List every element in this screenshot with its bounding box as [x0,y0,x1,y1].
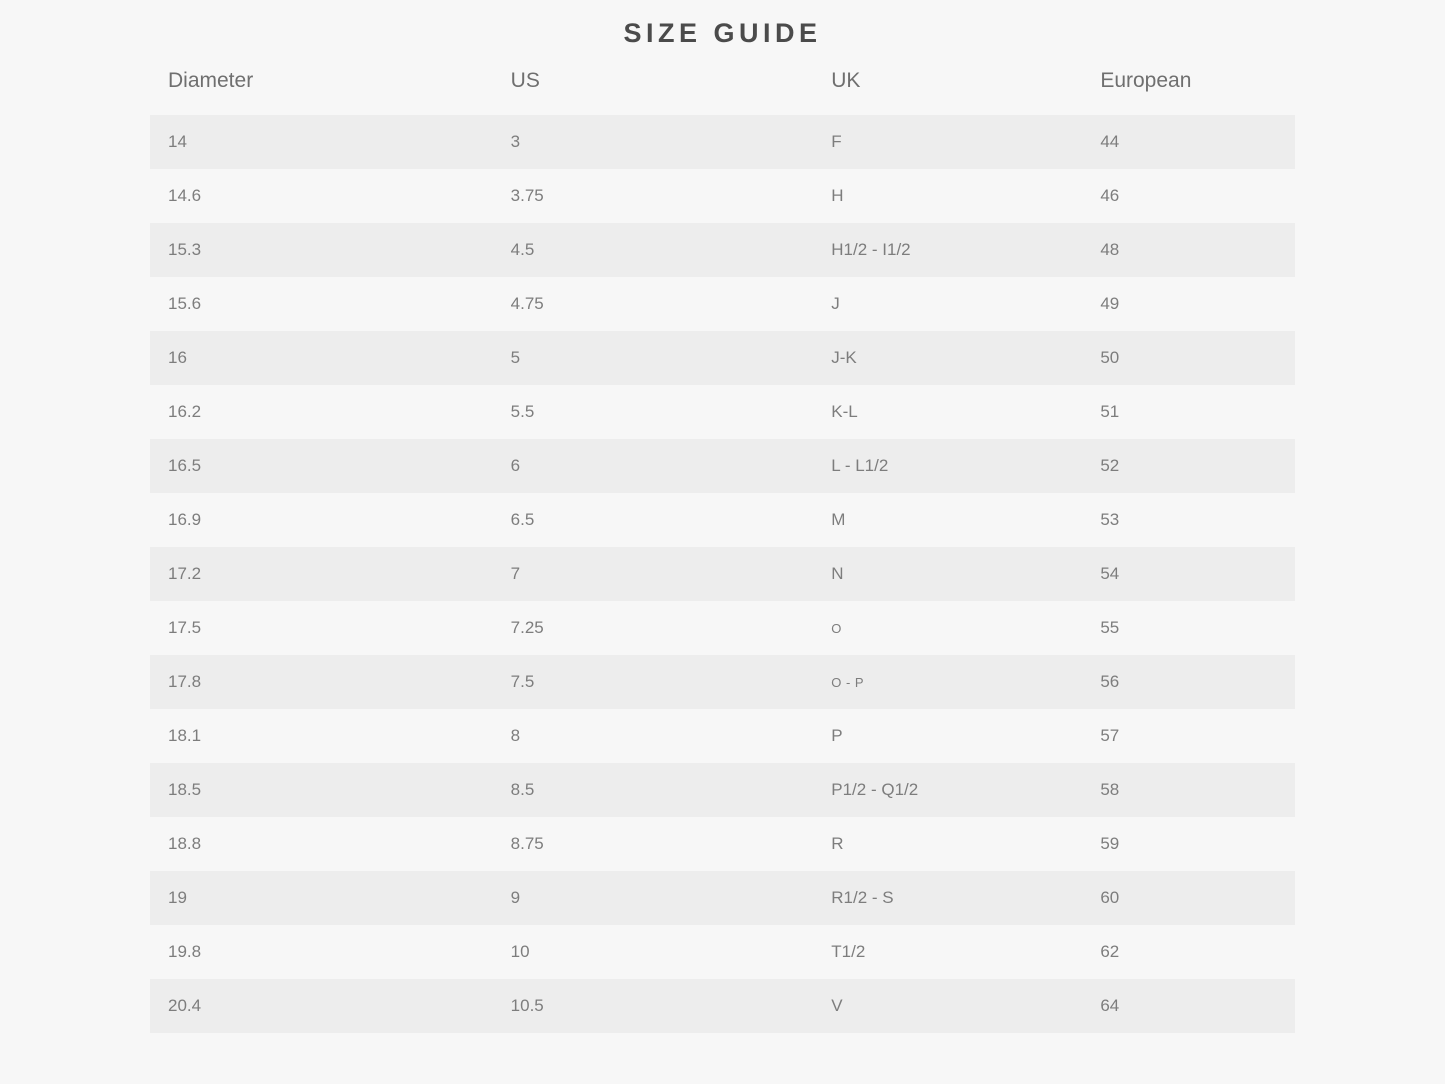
cell-us: 8 [510,726,521,745]
cell-us: 7.25 [510,618,544,637]
column-header-european: European [1100,69,1192,92]
cell-uk: T1/2 [831,942,866,961]
table-row [150,871,1295,925]
table-body [150,115,1295,1033]
cell-european: 48 [1100,223,1295,277]
table-row [150,601,1295,655]
table-row [150,547,1295,601]
cell-uk: H [831,186,844,205]
size-guide-table-wrapper [150,49,1295,1033]
size-guide-table [150,69,1295,1033]
table-row [150,817,1295,871]
cell-european: 58 [1100,763,1295,817]
table-header-row [150,69,1295,115]
cell-diameter: 15.6 [168,294,202,313]
cell-uk: L - L1/2 [831,439,1100,493]
cell-diameter: 18.8 [168,834,202,853]
table-row [150,223,1295,277]
cell-us: 10 [510,942,530,961]
cell-diameter: 14.6 [168,186,202,205]
cell-european: 60 [1100,871,1295,925]
cell-european: 59 [1100,834,1120,853]
cell-european: 64 [1100,979,1295,1033]
table-row [150,439,1295,493]
cell-european: 56 [1100,655,1295,709]
cell-uk: P [831,726,843,745]
cell-diameter: 19.8 [168,942,202,961]
cell-uk: O - P [831,655,1100,709]
cell-diameter: 17.2 [150,547,511,601]
column-header-uk: UK [831,69,861,92]
cell-diameter: 16 [150,331,511,385]
cell-us: 7.5 [511,655,832,709]
cell-uk: J-K [831,331,1100,385]
cell-us: 6 [511,439,832,493]
cell-uk: V [831,979,1100,1033]
cell-european: 46 [1100,186,1120,205]
cell-diameter: 14 [150,115,511,169]
cell-uk: M [831,510,846,529]
table-row [150,277,1295,331]
cell-european: 55 [1100,618,1120,637]
cell-us: 10.5 [511,979,832,1033]
cell-european: 53 [1100,510,1120,529]
cell-diameter: 19 [150,871,511,925]
cell-us: 4.75 [510,294,544,313]
table-row [150,979,1295,1033]
page-title: SIZE GUIDE [623,18,822,48]
table-row [150,763,1295,817]
cell-european: 52 [1100,439,1295,493]
cell-european: 44 [1100,115,1295,169]
cell-european: 50 [1100,331,1295,385]
table-row [150,115,1295,169]
cell-diameter: 18.5 [150,763,511,817]
cell-european: 51 [1100,402,1120,421]
cell-us: 8.5 [511,763,832,817]
cell-european: 62 [1100,942,1120,961]
cell-uk: R [831,834,844,853]
table-row [150,331,1295,385]
cell-uk: J [831,294,840,313]
cell-diameter: 16.9 [168,510,202,529]
cell-uk: K-L [831,402,858,421]
cell-uk: F [831,115,1100,169]
table-row [150,709,1295,763]
cell-us: 5.5 [510,402,535,421]
cell-diameter: 20.4 [150,979,511,1033]
cell-uk: P1/2 - Q1/2 [831,763,1100,817]
cell-us: 7 [511,547,832,601]
cell-us: 3 [511,115,832,169]
cell-uk: N [831,547,1100,601]
table-row [150,655,1295,709]
cell-us: 4.5 [511,223,832,277]
cell-us: 5 [511,331,832,385]
cell-diameter: 16.2 [168,402,202,421]
cell-uk: R1/2 - S [831,871,1100,925]
column-header-diameter: Diameter [168,69,254,92]
cell-diameter: 15.3 [150,223,511,277]
cell-european: 57 [1100,726,1120,745]
table-row [150,385,1295,439]
cell-diameter: 17.5 [168,618,202,637]
cell-diameter: 17.8 [150,655,511,709]
table-row [150,493,1295,547]
cell-uk: H1/2 - I1/2 [831,223,1100,277]
cell-european: 49 [1100,294,1120,313]
table-row [150,169,1295,223]
cell-us: 3.75 [510,186,544,205]
cell-us: 9 [511,871,832,925]
cell-european: 54 [1100,547,1295,601]
cell-diameter: 16.5 [150,439,511,493]
cell-us: 8.75 [510,834,544,853]
cell-diameter: 18.1 [168,726,202,745]
table-row [150,925,1295,979]
cell-us: 6.5 [510,510,535,529]
column-header-us: US [510,69,540,92]
table-header [150,69,1295,115]
cell-uk: O [831,620,842,636]
